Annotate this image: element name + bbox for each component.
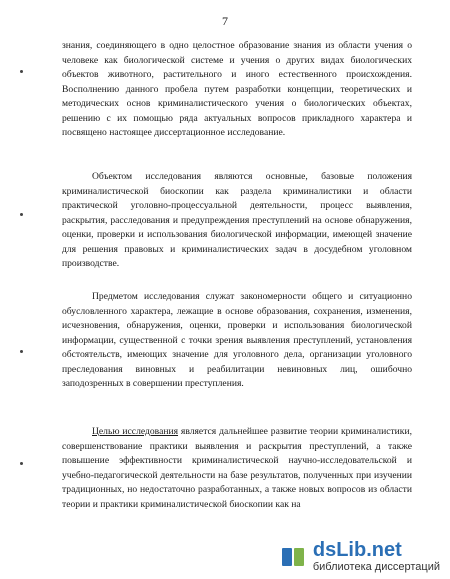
paragraph-text: знания, соединяющего в одно целостное образование знания из области учения о человеке как биологической системе и учения о других видах биологических объектов животного, растительного и иного естественного происхождения. Восполнению данного пробела путем разработки концепции, теоретических и методических основ криминалистического учения о биологических объектах, решению с их помощью ряда актуальных вопросов прикладного характера и посвящено настоящее диссертационное исследование. (62, 40, 412, 138)
paragraph-text: Объектом исследования являются основные, базовые положения криминалистической биоскопии как раздела криминалистики и области практической уголовно-процессуальной деятельности, процесс выявления, раскрытия, расследования и предупреждения преступлений на основе обнаружения, оценки, проверки и использования биологической информации, имеющей значение для решения правовых и криминалистических задач в досудебном уголовном производстве. (62, 171, 412, 269)
book-icon (279, 543, 307, 571)
goal-heading: Целью исследования (92, 426, 179, 437)
dslib-watermark[interactable] (279, 540, 440, 573)
paragraph-goal (62, 425, 412, 512)
margin-mark (20, 350, 23, 353)
margin-mark (20, 70, 23, 73)
paragraph-subject (62, 290, 412, 392)
page-number: 7 (222, 14, 228, 28)
watermark-subtitle: библиотека диссертаций (312, 561, 440, 573)
paragraph-continuation (62, 39, 412, 141)
watermark-text (313, 540, 440, 573)
margin-mark (20, 462, 23, 465)
watermark-brand: dsLib.net (312, 539, 402, 561)
paragraph-text: является дальнейшее развитие теории криминалистики, совершенствование практики выявления и раскрытия преступлений, а также повышение эффективности криминалистической научно-исследовательской и учебно-педагогической деятельности на базе результатов, полученных при изучении традиционных, но недостаточно разработанных, а также новых вопросов из области теории и практики криминалистической биоскопии как на (62, 426, 412, 510)
paragraph-object (62, 170, 412, 272)
paragraph-text: Предметом исследования служат закономерности общего и ситуационно обусловленного характера, лежащие в основе образования, сохранения, изменения, исчезновения, обнаружения, оценки, проверки и использования биологической информации, существенной с точки зрения выявления преступлений, установления обстоятельств, имеющих значение для уголовного дела, организации уголовного преследования виновных и реабилитации невиновных лиц, ошибочно заподозренных в совершении преступления. (62, 291, 412, 389)
margin-mark (20, 213, 23, 216)
